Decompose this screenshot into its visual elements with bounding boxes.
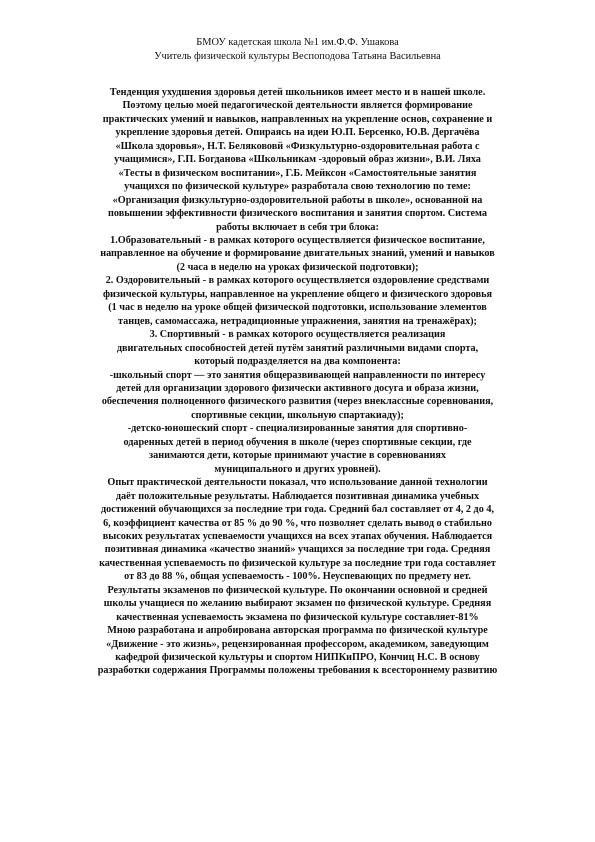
text-line: достижений обучающихся за последние три года. Средний бал составляет от 4, 2 до 4, bbox=[100, 504, 494, 516]
text-line: укрепление здоровья детей. Опираясь на идеи Ю.П. Берсенко, Ю.В. Дергачёва bbox=[115, 127, 480, 139]
text-line: кафедрой физической культуры и спортом НИПКиПРО, Кончиц Н.С. В основу bbox=[115, 652, 480, 664]
text-line: Опыт практической деятельности показал, что использование данной технологии bbox=[107, 477, 488, 489]
text-line: школы учащиеся по желанию выбирают экзамен по физической культуре. Средняя bbox=[103, 598, 492, 610]
text-line: «Тесты в физическом воспитании», Г.Б. Мейксон «Самостоятельные занятия bbox=[118, 167, 477, 179]
teacher-name: Учитель физической культуры Веспоподова Татьяна Васильевна bbox=[154, 50, 441, 62]
text-line: «Школа здоровья», Н.Т. Белякововй «Физкультурно-оздоровительная работа с bbox=[115, 140, 480, 152]
text-line: (1 час в неделю на уроке общей физической подготовки, использование элементов bbox=[108, 302, 487, 314]
text-line: учащихся по физической культуре» разработала свою технологию по теме: bbox=[124, 181, 471, 193]
text-line: 2. Оздоровительный - в рамках которого осуществляется оздоровление средствами bbox=[105, 275, 490, 287]
text-line: спортивные секции, школьную спартакиаду); bbox=[191, 409, 404, 421]
text-line: даёт положительные результаты. Наблюдается позитивная динамика учебных bbox=[115, 490, 480, 502]
text-line: высоких результатах успеваемости учащихся на всех этапах обучения. Наблюдается bbox=[102, 530, 493, 542]
text-line: 3. Спортивный - в рамках которого осуществляется реализация bbox=[149, 329, 446, 341]
text-line: -детско-юношеский спорт - специализированные занятия для спортивно- bbox=[127, 423, 468, 435]
text-line: направленное на обучение и формирование двигательных знаний, умений и навыков bbox=[100, 248, 495, 260]
text-line: двигательных способностей детей путём занятий различными видами спорта, bbox=[116, 342, 479, 354]
school-name: БМОУ кадетская школа №1 им.Ф.Ф. Ушакова bbox=[196, 37, 399, 48]
text-line: -школьный спорт — это занятия общеразвивающей направленности по интересу bbox=[109, 369, 486, 381]
text-line: от 83 до 88 %, общая успеваемость - 100%. Неуспевающих по предмету нет. bbox=[124, 571, 471, 583]
text-line: качественная успеваемость по физической культуре за последние три года составляет bbox=[99, 557, 496, 569]
document-body bbox=[80, 86, 515, 678]
text-line: «Движение - это жизнь», рецензированная профессором, академиком, заведующим bbox=[106, 638, 489, 650]
text-line: физической культуры, направленное на укрепление общего и физического здоровья bbox=[103, 288, 492, 300]
text-line: повышении эффективности физического воспитания и занятия спортом. Система bbox=[108, 208, 487, 220]
text-line: 1.Образовательный - в рамках которого осуществляется физическое воспитание, bbox=[110, 234, 485, 246]
text-line: занимаются дети, которые принимают участие в соревнованиях bbox=[149, 450, 446, 462]
text-line: Мною разработана и апробирована авторская программа по физической культуре bbox=[107, 625, 488, 637]
text-line: 6, коэффициент качества от 85 % до 90 %, что позволяет сделать вывод о стабильно bbox=[103, 517, 492, 529]
text-line: «Организация физкультурно-оздоровительной работы в школе», основанной на bbox=[112, 194, 483, 206]
text-line: учащимися», Г.П. Богданова «Школьникам -здоровый образ жизни», В.И. Ляха bbox=[114, 154, 481, 166]
document-header bbox=[80, 36, 515, 63]
text-line: детей для организации здорового физически активного досуга и образа жизни, bbox=[116, 382, 479, 394]
text-line: муниципального и других уровней). bbox=[214, 463, 381, 475]
text-line: качественная успеваемость экзамена по физической культуре составляет-81% bbox=[116, 611, 479, 623]
text-line: Тенденция ухудшения здоровья детей школьников имеет место и в нашей школе. bbox=[109, 87, 486, 98]
text-line: Поэтому целью моей педагогической деятельности является формирование bbox=[122, 100, 473, 112]
text-line: который подразделяется на два компонента: bbox=[194, 356, 401, 368]
text-line: разработки содержания Программы положены требования к всестороннему развитию bbox=[97, 665, 498, 677]
text-line: одаренных детей в период обучения в школе (через спортивные секции, где bbox=[123, 436, 472, 448]
text-line: танцев, самомассажа, нетрадиционные упражнения, занятия на тренажёрах); bbox=[118, 315, 477, 327]
text-line: практических умений и навыков, направленных на укрепление основ, сохранение и bbox=[102, 113, 493, 125]
text-line: работы включает в себя три блока: bbox=[216, 221, 379, 233]
text-line: (2 часа в неделю на уроках физической подготовки); bbox=[176, 261, 419, 273]
text-line: обеспечения полноценного физического развития (через внеклассные соревнования, bbox=[101, 396, 494, 408]
text-line: Результаты экзаменов по физической культуре. По окончании основной и средней bbox=[107, 584, 488, 596]
text-line: позитивная динамика «качество знаний» учащихся за последние три года. Средняя bbox=[104, 544, 491, 556]
